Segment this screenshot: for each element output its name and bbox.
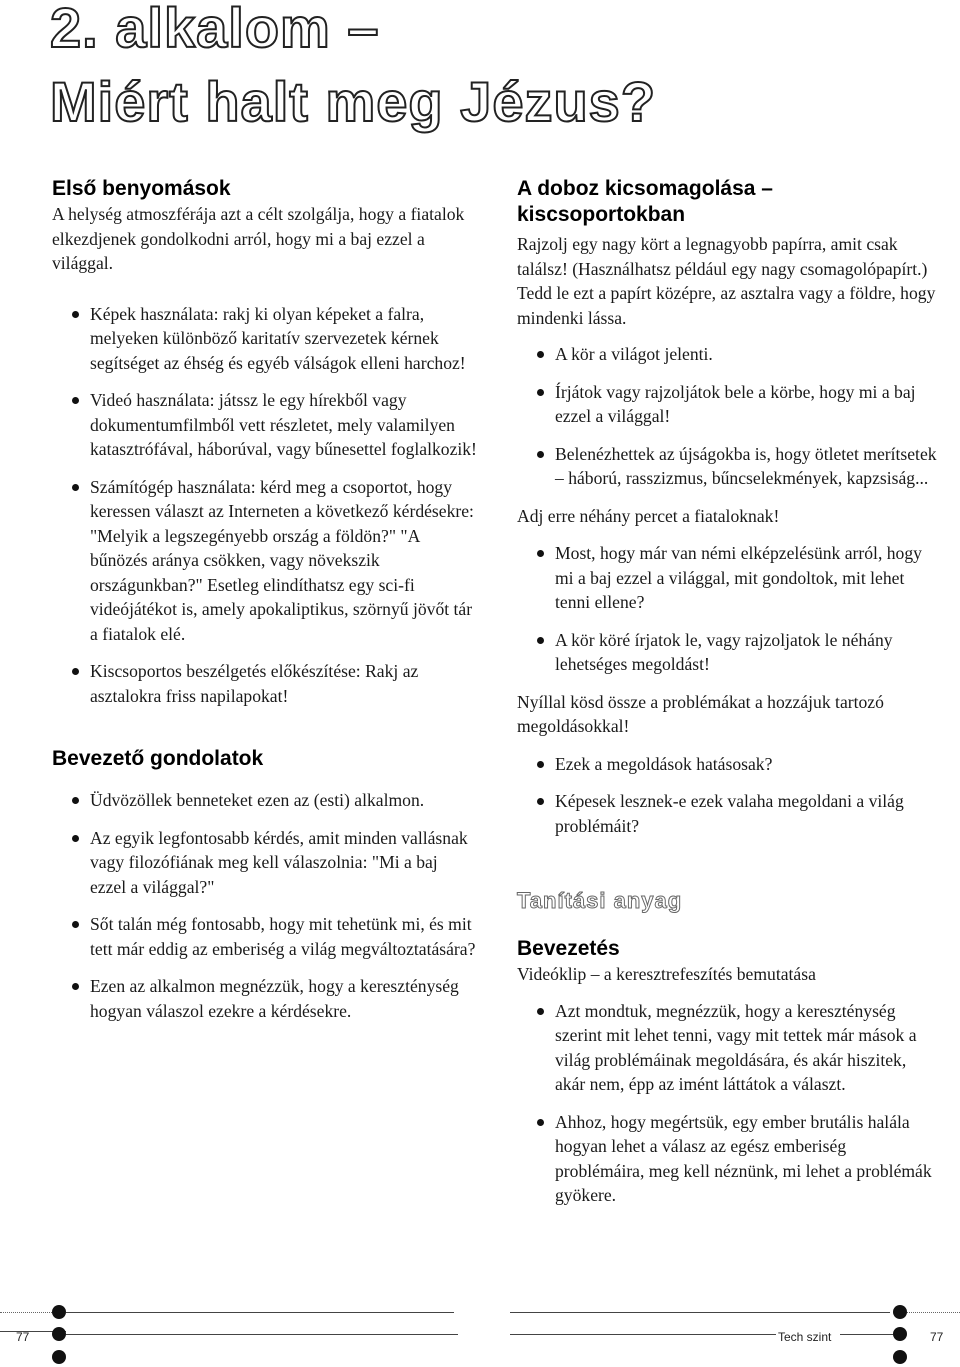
unboxing-list xyxy=(517,342,937,491)
list-item: Írjátok vagy rajzoljátok bele a körbe, hogy mi a baj ezzel a világgal! xyxy=(517,380,937,429)
left-column xyxy=(52,176,478,1023)
list-item: Számítógép használata: kérd meg a csoportot, hogy keressen választ az Interneten a következő kérdésekre: "Melyik a legszegényebb ország a földön?" "A bűnözés aránya csökken, vagy növekszik országunkban?" Esetleg elindíthatsz egy sci-fi videójátékot is, amely apokaliptikus, szörnyű jövőt tár a fiatalok elé. xyxy=(52,475,478,647)
unboxing-intro: Rajzolj egy nagy kört a legnagyobb papírra, amit csak találsz! (Használhatsz például egy nagy csomagolópapírt.) Tedd le ezt a papírt középre, az asztalra vagy a földre, hogy mindenki lássa. xyxy=(517,234,936,328)
session-title-line2: Miért halt meg Jézus? xyxy=(50,70,657,133)
list-item: Az egyik legfontosabb kérdés, amit minden vallásnak vagy filozófiának meg kell válaszolnia: "Mi a baj ezzel a világgal?" xyxy=(52,826,478,900)
footer-dot xyxy=(52,1350,66,1364)
list-item: Ezen az alkalmon megnézzük, hogy a kereszténység hogyan válaszol ezekre a kérdésekre. xyxy=(52,974,478,1023)
footer-dot xyxy=(893,1327,907,1341)
footer-rule-right-lower xyxy=(510,1334,776,1335)
footer-dotted-rule xyxy=(0,1312,52,1313)
footer-rule-left-lower xyxy=(66,1334,458,1335)
session-title-line1: 2. alkalom – xyxy=(50,0,380,59)
list-item: Sőt talán még fontosabb, hogy mit tehetünk mi, és mit tett már eddig az emberiség a világ megváltoztatására? xyxy=(52,912,478,961)
page-number-right: 77 xyxy=(930,1330,944,1344)
unboxing-list-3 xyxy=(517,752,937,839)
list-item: A kör a világot jelenti. xyxy=(517,342,937,367)
footer-dot xyxy=(52,1327,66,1341)
footer-rule-left xyxy=(66,1312,454,1313)
footer-dotted-rule xyxy=(907,1312,960,1313)
footer-rule-right xyxy=(510,1312,890,1313)
introduction-intro: Videóklip – a keresztrefeszítés bemutatása xyxy=(517,964,816,984)
first-impressions-heading: Első benyomások xyxy=(52,177,231,200)
unboxing-instruction: Adj erre néhány percet a fiataloknak! xyxy=(517,505,780,526)
list-item: Belenézhettek az újságokba is, hogy ötletet merítsetek – háború, rasszizmus, bűncselekmények, kapzsiság... xyxy=(517,442,937,491)
right-column xyxy=(517,176,937,1208)
first-impressions-list xyxy=(52,302,478,709)
unboxing-list-2 xyxy=(517,541,937,677)
teaching-material-label: Tanítási anyag xyxy=(517,888,683,913)
intro-thoughts-heading: Bevezető gondolatok xyxy=(52,747,264,770)
list-item: Most, hogy már van némi elképzelésünk arról, hogy mi a baj ezzel a világgal, mit gondoltok, mit lehet tenni ellene? xyxy=(517,541,937,615)
list-item: Képesek lesznek-e ezek valaha megoldani a világ problémáit? xyxy=(517,789,937,838)
list-item: Üdvözöllek benneteket ezen az (esti) alkalmon. xyxy=(52,788,478,813)
list-item: Kiscsoportos beszélgetés előkészítése: Rakj az asztalokra friss napilapokat! xyxy=(52,659,478,708)
list-item: Videó használata: játssz le egy hírekből vagy dokumentumfilmből vett részletet, mely valamilyen katasztrófával, háborúval, vagy bűnesettel foglalkozik! xyxy=(52,388,478,462)
introduction-list xyxy=(517,999,937,1208)
list-item: Ezek a megoldások hatásosak? xyxy=(517,752,937,777)
footer-dot xyxy=(893,1350,907,1364)
level-label: Tech szint xyxy=(778,1330,832,1344)
footer-dot xyxy=(52,1305,66,1319)
first-impressions-intro: A helység atmoszférája azt a célt szolgálja, hogy a fiatalok elkezdjenek gondolkodni arról, hogy mi a baj ezzel a világgal. xyxy=(52,204,465,273)
intro-thoughts-list xyxy=(52,788,478,1023)
list-item: Ahhoz, hogy megértsük, egy ember brutális halála hogyan lehet a válasz az egész emberiség problémáira, meg kell néznünk, mi lehet a problémák gyökere. xyxy=(517,1110,937,1208)
introduction-heading: Bevezetés xyxy=(517,937,620,960)
footer-rule xyxy=(840,1334,893,1335)
unboxing-instruction-2: Nyíllal kösd össze a problémákat a hozzájuk tartozó megoldásokkal! xyxy=(517,691,884,736)
list-item: Képek használata: rakj ki olyan képeket a falra, melyeken különböző karitatív szervezetek kérnek segítséget az éhség és egyéb válságok elleni harchoz! xyxy=(52,302,478,376)
page-number-left: 77 xyxy=(16,1330,30,1344)
list-item: Azt mondtuk, megnézzük, hogy a kereszténység szerint mit lehet tenni, vagy mit tettek már mások a világ problémáinak megoldására, és akár hiszitek, akár nem, épp az imént láttátok a választ. xyxy=(517,999,937,1097)
footer-dot xyxy=(893,1305,907,1319)
unboxing-heading: A doboz kicsomagolása – kiscsoportokban xyxy=(517,177,773,226)
list-item: A kör köré írjatok le, vagy rajzoljatok le néhány lehetséges megoldást! xyxy=(517,628,937,677)
